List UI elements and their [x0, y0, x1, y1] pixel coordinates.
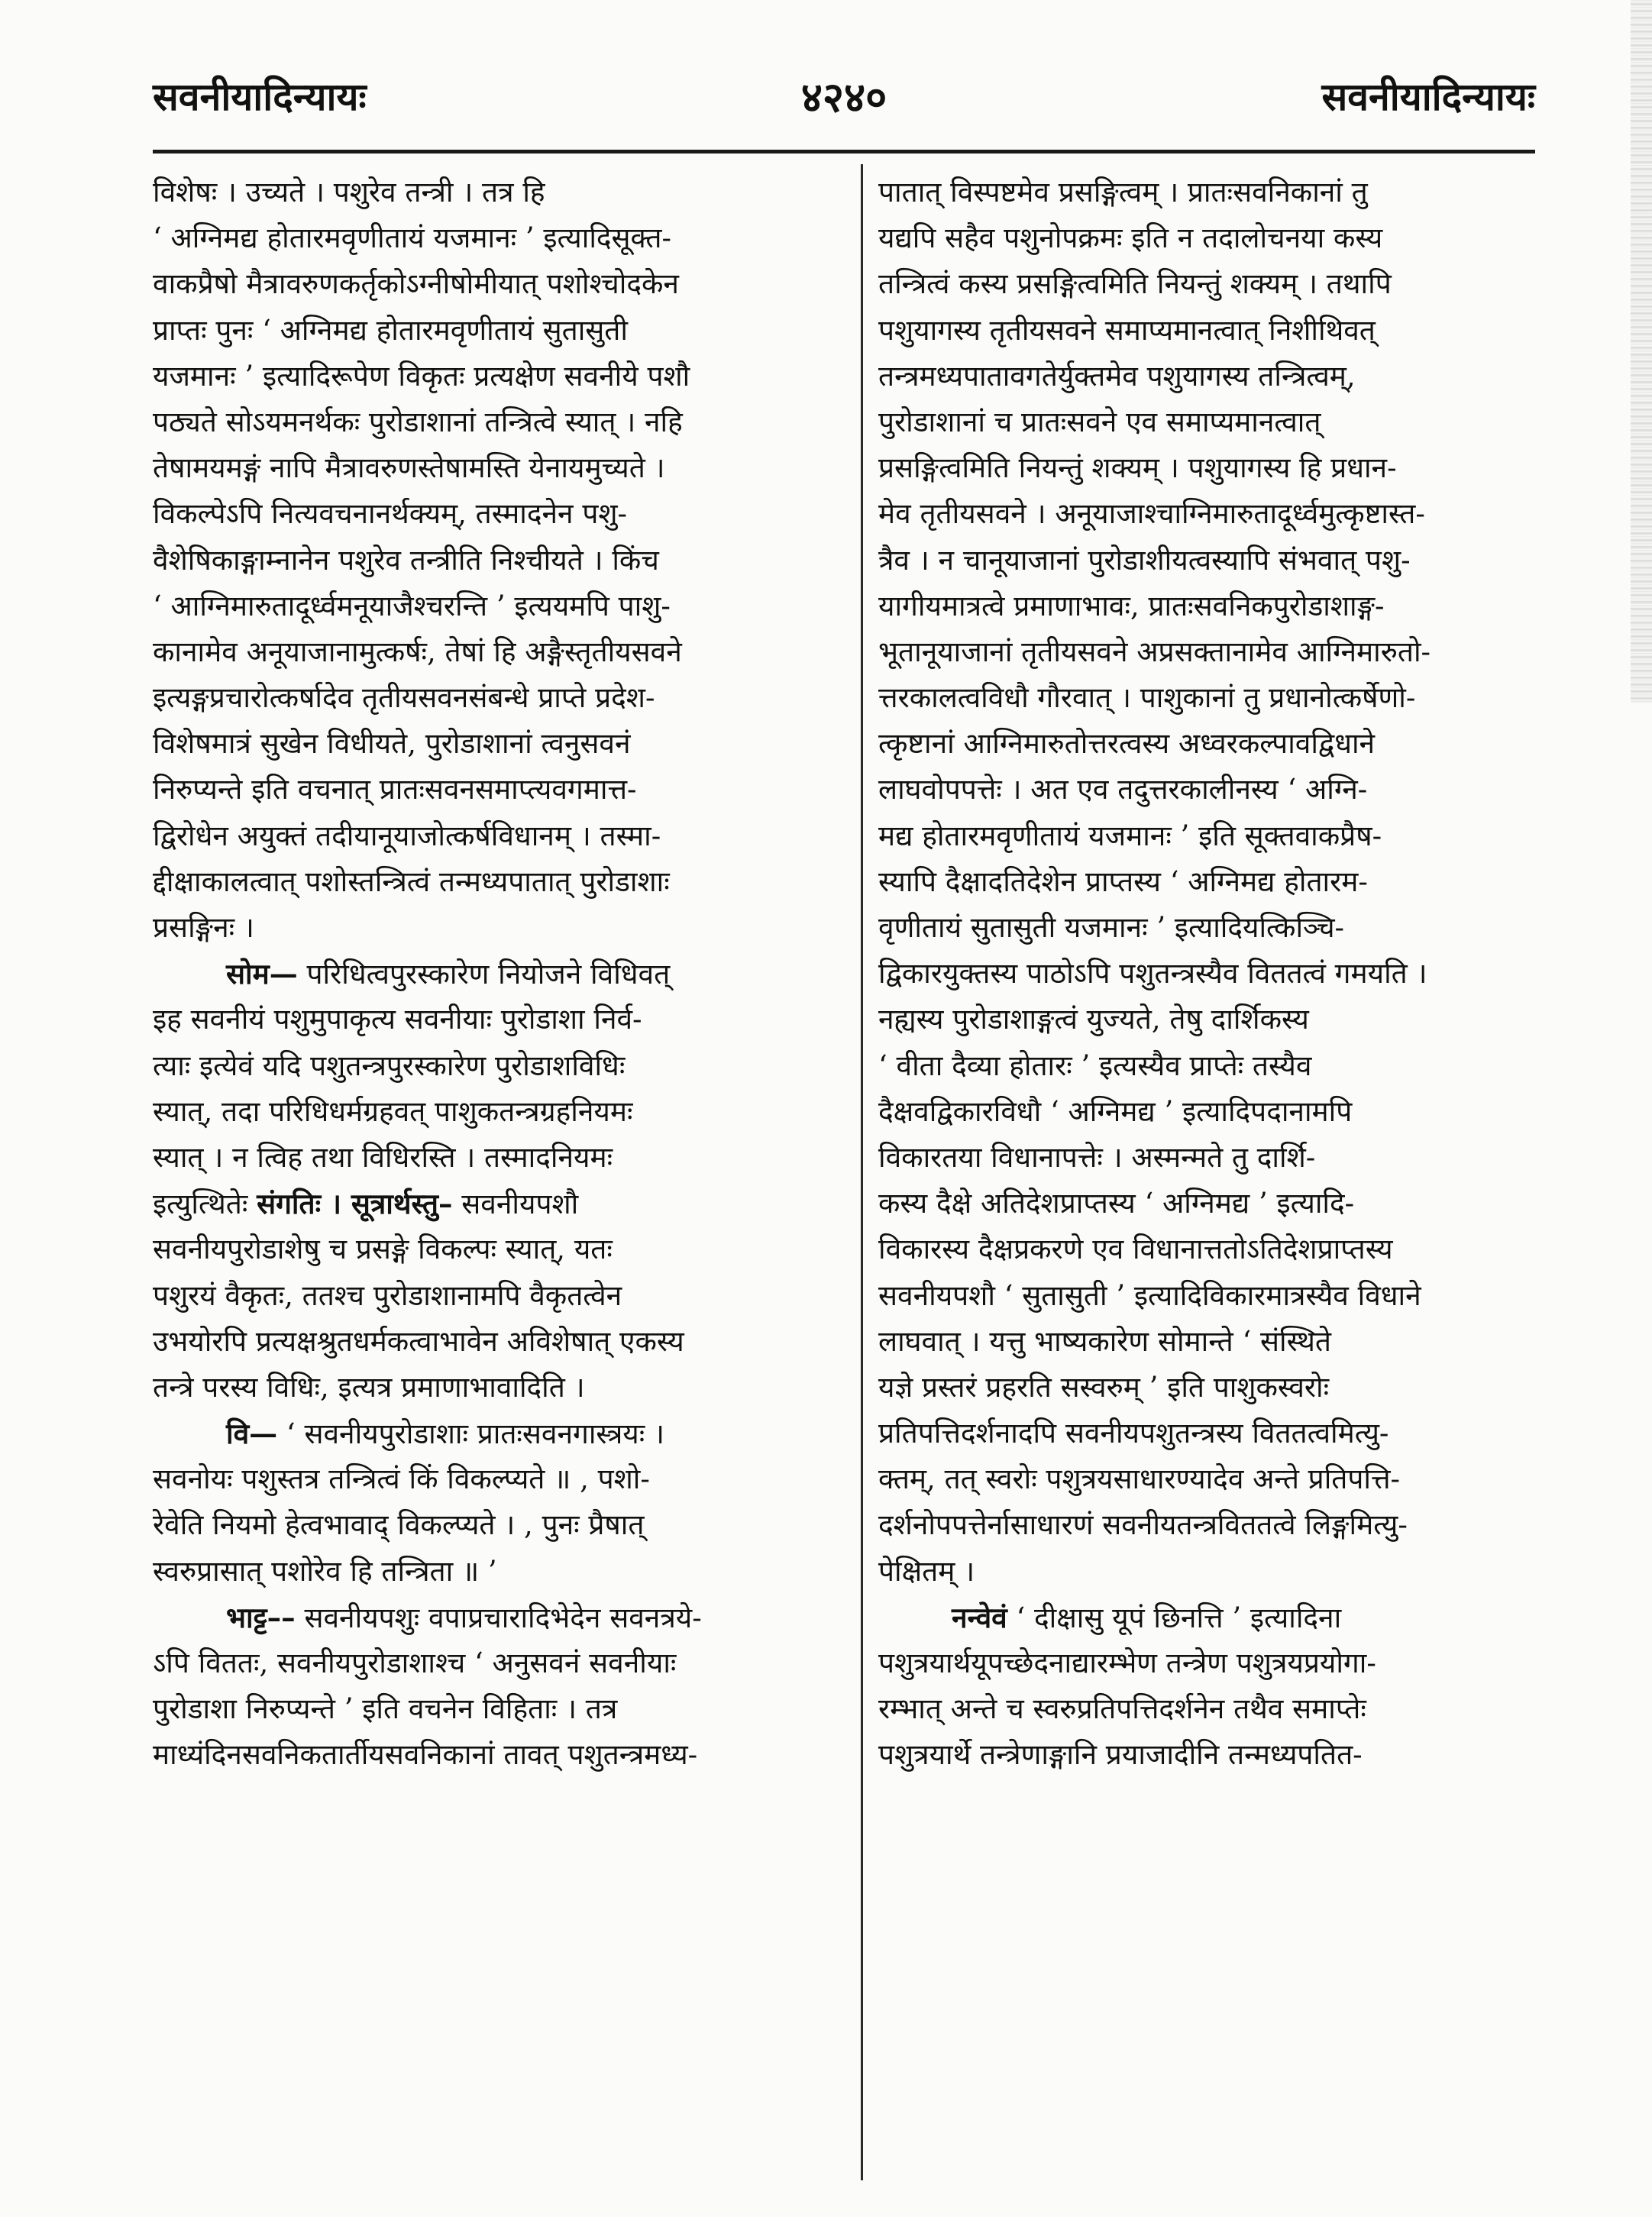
text-line: वाकप्रैषो मैत्रावरुणकर्तृकोऽग्नीषोमीयात् पशोश्चोदकेन: [153, 267, 679, 301]
text-line: तेषामयमङ्गं नापि मैत्रावरुणस्तेषामस्ति येनायमुच्यते ।: [153, 451, 665, 485]
text-line: ‘ सवनीयपुरोडाशाः प्रातःसवनगास्त्रयः ।: [286, 1417, 664, 1451]
text-line: प्राप्तः पुनः ‘ अग्निमद्य होतारमवृणीतायं सुतासुती: [153, 313, 628, 347]
text-line: ‘ दीक्षासु यूपं छिनत्ति ’ इत्यादिना: [1016, 1601, 1342, 1634]
page-header: [153, 70, 1535, 147]
text-line: तन्त्रमध्यपातावगतेर्युक्तमेव पशुयागस्य तन्त्रित्वम्,: [878, 359, 1356, 393]
vi-paragraph-start: [153, 1411, 840, 1456]
running-title-right: सवनीयादिन्यायः: [1321, 74, 1535, 119]
text-line: यद्यपि सहैव पशुनोपक्रमः इति न तदालोचनया कस्य: [878, 221, 1383, 255]
text-line: वृणीतायं सुतासुती यजमानः ’ इत्यादियत्किञ्चि-: [878, 911, 1345, 944]
text-line: पठ्यते सोऽयमनर्थकः पुरोडाशानां तन्त्रित्वे स्यात् । नहि: [153, 405, 683, 438]
text-line: सवनोयः पशुस्तत्र तन्त्रित्वं किं विकल्प्यते ॥ , पशो-: [153, 1462, 650, 1496]
text-line: द्विकारयुक्तस्य पाठोऽपि पशुतन्त्रस्यैव विततत्वं गमयति ।: [878, 957, 1427, 991]
text-line: मद्य होतारमवृणीतायं यजमानः ’ इति सूक्तवाकप्रैष-: [878, 819, 1382, 852]
sutra-line-start: [153, 1181, 840, 1226]
text-line: तन्त्रे परस्य विधिः, इत्यत्र प्रमाणाभावादिति ।: [153, 1370, 585, 1404]
text-line: ‘ अग्निमद्य होतारमवृणीतायं यजमानः ’ इत्यादिसूक्त-: [153, 221, 671, 255]
text-line: परिधित्वपुरस्कारेण नियोजने विधिवत्: [306, 958, 671, 991]
text-line: विकारस्य दैक्षप्रकरणे एव विधानात्ततोऽतिदेशप्राप्तस्य: [878, 1233, 1393, 1266]
text-line: त्तरकालत्वविधौ गौरवात् । पाशुकानां तु प्रधानोत्कर्षेणो-: [878, 681, 1416, 715]
sangati-label: संगतिः । सूत्रार्थस्तु–: [257, 1187, 453, 1221]
bhatta-label: भाट्ट––: [226, 1600, 296, 1634]
text-line: पशुरयं वैकृतः, ततश्च पुरोडाशानामपि वैकृतत्वेन: [153, 1278, 622, 1312]
text-line: मेव तृतीयसवने । अनूयाजाश्चाग्निमारुतादूर्ध्वमुत्कृष्टास्त-: [878, 497, 1425, 531]
text-line: भूतानूयाजानां तृतीयसवने अप्रसक्तानामेव आग्निमारुतो-: [878, 635, 1431, 668]
soma-paragraph-start: [153, 951, 840, 997]
text-line: विकल्पेऽपि नित्यवचनानर्थक्यम्, तस्मादनेन पशु-: [153, 497, 628, 531]
text-line: सवनीयपशौ ‘ सुतासुती ’ इत्यादिविकारमात्रस्यैव विधाने: [878, 1278, 1421, 1312]
text-line: द्विरोधेन अयुक्तं तदीयानूयाजोत्कर्षविधानम् । तस्मा-: [153, 819, 661, 852]
text-line: स्यात्, तदा परिधिधर्मग्रहवत् पाशुकतन्त्रग्रहनियमः: [153, 1094, 633, 1128]
text-line: पशुयागस्य तृतीयसवने समाप्यमानत्वात् निशीथिवत्: [878, 313, 1376, 347]
text-line: निरुप्यन्ते इति वचनात् प्रातःसवनसमाप्त्यवगमात्त-: [153, 773, 637, 806]
text-line: दैक्षवद्विकारविधौ ‘ अग्निमद्य ’ इत्यादिपदानामपि: [878, 1094, 1353, 1128]
text-line: विकारतया विधानापत्तेः । अस्मन्मते तु दार्शि-: [878, 1140, 1316, 1174]
text-line: क्तम्, तत् स्वरोः पशुत्रयसाधारण्यादेव अन्ते प्रतिपत्ति-: [878, 1462, 1401, 1496]
text-line: स्वरुप्रासात् पशोरेव हि तन्त्रिता ॥ ’: [153, 1554, 497, 1588]
text-line: कानामेव अनूयाजानामुत्कर्षः, तेषां हि अङ्गैस्तृतीयसवने: [153, 635, 682, 668]
text-line: पेक्षितम् ।: [878, 1554, 975, 1588]
text-line: स्यात् । न त्विह तथा विधिरस्ति । तस्मादनियमः: [153, 1140, 613, 1174]
text-line: माध्यंदिनसवनिकतार्तीयसवनिकानां तावत् पशुतन्त्रमध्य-: [153, 1738, 698, 1772]
page-number: ४२४०: [800, 73, 887, 121]
text-line: विशेषमात्रं सुखेन विधीयते, पुरोडाशानां त्वनुसवनं: [153, 727, 631, 761]
text-line: त्रैव । न चानूयाजानां पुरोडाशीयत्वस्यापि संभवात् पशु-: [878, 543, 1411, 577]
text-line: द्दीक्षाकालत्वात् पशोस्तन्त्रित्वं तन्मध्यपातात् पुरोडाशाः: [153, 865, 670, 898]
header-rule: [153, 150, 1535, 154]
text-line: स्यापि दैक्षादतिदेशेन प्राप्तस्य ‘ अग्निमद्य होतारम-: [878, 865, 1368, 898]
text-line: पुरोडाशा निरुप्यन्ते ’ इति वचनेन विहिताः । तत्र: [153, 1692, 618, 1726]
text-line: यज्ञे प्रस्तरं प्रहरति सस्वरुम् ’ इति पाशुकस्वरोः: [878, 1370, 1330, 1404]
text-line: रेवेति नियमो हेत्वभावाद् विकल्प्यते । , पुनः प्रैषात्: [153, 1508, 645, 1542]
column-divider: [861, 164, 863, 2180]
text-line: पशुत्रयार्थे तन्त्रेणाङ्गानि प्रयाजादीनि तन्मध्यपतित-: [878, 1738, 1363, 1772]
right-column: [878, 170, 1535, 1779]
text-line: ‘ आग्निमारुतादूर्ध्वमनूयाजैश्चरन्ति ’ इत्ययमपि पाशु-: [153, 589, 671, 622]
text-line: इत्यङ्गप्रचारोत्कर्षादेव तृतीयसवनसंबन्धे प्राप्ते प्रदेश-: [153, 681, 655, 715]
text-line: यजमानः ’ इत्यादिरूपेण विकृतः प्रत्यक्षेण सवनीये पशौ: [153, 359, 690, 393]
text-line: ‘ वीता दैव्या होतारः ’ इत्यस्यैव प्राप्तेः तस्यैव: [878, 1049, 1312, 1082]
text-line: इह सवनीयं पशुमुपाकृत्य सवनीयाः पुरोडाशा निर्व-: [153, 1003, 642, 1036]
nanvevam-label: नन्वेवं: [952, 1600, 1007, 1634]
text-line: प्रतिपत्तिदर्शनादपि सवनीयपशुतन्त्रस्य विततत्वमित्यु-: [878, 1417, 1389, 1450]
text-line: इत्युत्थितेः: [153, 1188, 248, 1221]
text-line: त्याः इत्येवं यदि पशुतन्त्रपुरस्कारेण पुरोडाशविधिः: [153, 1049, 626, 1082]
text-line: लाघवोपपत्तेः । अत एव तदुत्तरकालीनस्य ‘ अग्नि-: [878, 773, 1368, 806]
running-title-left: सवनीयादिन्यायः: [153, 74, 367, 119]
text-line: पशुत्रयार्थयूपच्छेदनाद्यारम्भेण तन्त्रेण पशुत्रयप्रयोगा-: [878, 1647, 1376, 1679]
text-line: सवनीयपुरोडाशेषु च प्रसङ्गे विकल्पः स्यात्, यतः: [153, 1233, 613, 1266]
text-line: सवनीयपशौ: [461, 1188, 579, 1221]
text-line: विशेषः । उच्यते । पशुरेव तन्त्री । तत्र हि: [153, 176, 545, 208]
text-line: प्रसङ्गिनः ।: [153, 911, 254, 944]
text-line: उभयोरपि प्रत्यक्षश्रुतधर्मकत्वाभावेन अविशेषात् एकस्य: [153, 1324, 684, 1358]
text-line: ऽपि विततः, सवनीयपुरोडाशाश्च ‘ अनुसवनं सवनीयाः: [153, 1647, 677, 1679]
text-line: सवनीयपशुः वपाप्रचारादिभेदेन सवनत्रये-: [304, 1601, 702, 1634]
text-line: तन्त्रित्वं कस्य प्रसङ्गित्वमिति नियन्तुं शक्यम् । तथापि: [878, 267, 1392, 301]
soma-label: सोम—: [226, 957, 298, 991]
text-line: पातात् विस्पष्टमेव प्रसङ्गित्वम् । प्रातःसवनिकानां तु: [878, 176, 1368, 208]
scan-edge-artifact: [1631, 0, 1652, 703]
text-line: नह्यस्य पुरोडाशाङ्गत्वं युज्यते, तेषु दार्शिकस्य: [878, 1003, 1309, 1036]
text-line: वैशेषिकाङ्गाम्नानेन पशुरेव तन्त्रीति निश्चीयते । किंच: [153, 543, 659, 577]
text-line: दर्शनोपपत्तेर्नासाधारणं सवनीयतन्त्रविततत्वे लिङ्गमित्यु-: [878, 1508, 1408, 1542]
text-line: रम्भात् अन्ते च स्वरुप्रतिपत्तिदर्शनेन तथैव समाप्तेः: [878, 1692, 1366, 1726]
bhatta-paragraph-start: [153, 1595, 840, 1640]
left-column: [153, 170, 840, 1779]
text-line: पुरोडाशानां च प्रातःसवने एव समाप्यमानत्वात्: [878, 405, 1321, 438]
text-line: लाघवात् । यत्तु भाष्यकारेण सोमान्ते ‘ संस्थिते: [878, 1324, 1332, 1358]
text-line: यागीयमात्रत्वे प्रमाणाभावः, प्रातःसवनिकपुरोडाशाङ्ग-: [878, 589, 1385, 622]
text-line: कस्य दैक्षे अतिदेशप्राप्तस्य ‘ अग्निमद्य ’ इत्यादि-: [878, 1187, 1355, 1220]
text-line: प्रसङ्गित्वमिति नियन्तुं शक्यम् । पशुयागस्य हि प्रधान-: [878, 451, 1397, 485]
text-line: त्कृष्टानां आग्निमारुतोत्तरत्वस्य अध्वरकल्पावद्विधाने: [878, 727, 1376, 761]
nanvevam-paragraph-start: [878, 1595, 1535, 1640]
vi-label: वि—: [226, 1417, 278, 1451]
